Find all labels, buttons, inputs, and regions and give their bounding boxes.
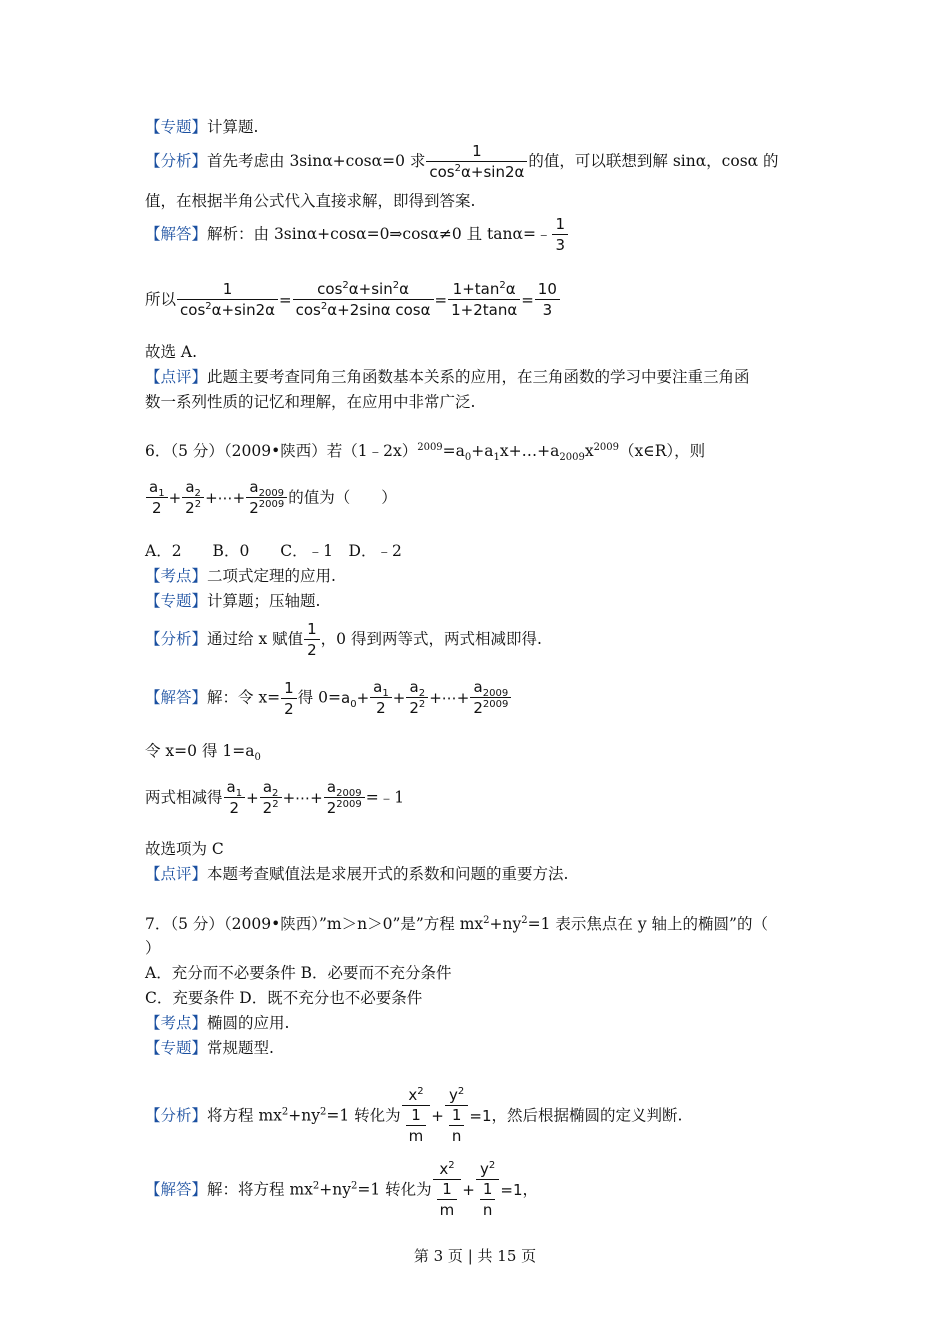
q5-guxuan: 故选 A.: [145, 343, 198, 361]
stem-text: 的值为（ ）: [288, 488, 397, 507]
q7-jieda: 【解答】解：将方程 $mx^2+ny^2=1$ 转化为 $\frac{x^2}{\frac{1}{m}}$ + $\frac{y^2}{\frac{1}{n}}$ =1，: [145, 1160, 539, 1219]
q6-liangshi: [145, 778, 404, 818]
section-tag: 【分析】: [145, 630, 208, 648]
q7-options-ab: A．充分而不必要条件 B．必要而不充分条件: [145, 964, 452, 982]
q7-stem-line2: ）: [145, 939, 161, 957]
section-text: 两式相减得: [145, 788, 223, 807]
stem-text: 7．（5 分）（2009•陕西）”m＞n＞0”是”方程 mx: [145, 915, 484, 933]
section-text: 得 0=: [297, 688, 341, 707]
section-text: 令 x=0 得 1=a: [145, 742, 255, 760]
section-tag: 【分析】: [145, 1106, 208, 1125]
equation: $\frac{x^2}{\frac{1}{m}}$ + $\frac{y^2}{\frac{1}{n}}$ =1: [432, 1181, 523, 1199]
q5-zhuanti: [145, 116, 258, 138]
q5-jieda: [145, 215, 569, 255]
section-tag: 【考点】: [145, 567, 208, 585]
q7-zhuanti: [145, 1037, 274, 1059]
section-tag: 【解答】: [145, 688, 208, 707]
stem-text: （x∈R），则: [619, 442, 706, 460]
q7-kaodian: [145, 1012, 289, 1034]
section-text: 首先考虑由 3sinα+cosα=0 求: [207, 152, 426, 170]
section-text: ，0 得到两等式，两式相减即得.: [320, 630, 542, 648]
section-tag: 【专题】: [145, 592, 208, 610]
page-footer: 第 3 页 | 共 15 页: [413, 1247, 537, 1265]
section-text: =1 转化为: [357, 1180, 432, 1199]
stem-text: +ny: [489, 915, 522, 933]
q6-zhuanti: [145, 590, 320, 612]
section-tag: 【分析】: [145, 152, 208, 170]
section-text: =1 转化为: [326, 1106, 401, 1125]
q7-stem: 7．（5 分）（2009•陕西）”m＞n＞0”是”方程 $mx^2+ny^2=1$ 表示焦点在 y 轴上的椭圆”的（: [145, 914, 768, 933]
section-tag: 【解答】: [145, 1180, 208, 1199]
section-text: 的值，可以联想到解 sinα，cosα 的: [528, 152, 779, 170]
q7-options-cd: C．充要条件 D．既不充分也不必要条件: [145, 989, 423, 1007]
section-text: 常规题型.: [207, 1039, 274, 1057]
section-text: ，然后根据椭圆的定义判断.: [491, 1106, 683, 1125]
q5-suoyi: [145, 280, 561, 320]
section-text: +ny: [288, 1106, 320, 1125]
section-text: 椭圆的应用.: [207, 1014, 290, 1032]
section-text: 所以: [145, 290, 177, 309]
q6-kaodian: [145, 565, 336, 587]
q6-options: A．2 B．0 C．﹣1 D．﹣2: [145, 542, 402, 560]
section-text: 解析：由 3sinα+cosα=0⇒cosα≠0 且 tanα=﹣: [207, 225, 552, 243]
section-text: 本题考查赋值法是求展开式的系数和问题的重要方法.: [207, 865, 569, 883]
q6-ling0: 令 x=0 得 $1=a_0$: [145, 742, 261, 764]
fraction: $\frac{1}{2}$: [281, 679, 297, 719]
section-tag: 【专题】: [145, 1039, 208, 1057]
section-text: 将方程 mx: [207, 1106, 282, 1125]
section-tag: 【专题】: [145, 118, 208, 136]
section-text: 解：将方程 mx: [207, 1180, 313, 1199]
q6-jieda: [145, 678, 512, 719]
section-text: 计算题.: [207, 118, 259, 136]
equation: $a_0+$ $\frac{a_1}{2}$ + $\frac{a_2}{2^2}$ +⋯+ $\frac{a_{2009}}{2^{2009}}$: [341, 689, 512, 707]
equation: $\frac{a_1}{2}$ + $\frac{a_2}{2^2}$ +⋯+ $\frac{a_{2009}}{2^{2009}}$: [145, 489, 288, 507]
section-text: 通过给 x 赋值: [207, 630, 304, 648]
section-text: 二项式定理的应用.: [207, 567, 336, 585]
q6-fenxi: [145, 620, 542, 660]
q5-fenxi-line2: 值，在根据半角公式代入直接求解，即得到答案.: [145, 192, 476, 210]
equation: $\frac{a_1}{2}$ + $\frac{a_2}{2^2}$ +⋯+ $\frac{a_{2009}}{2^{2009}}$: [223, 789, 366, 807]
fraction: $\frac{1}{3}$: [552, 215, 568, 255]
equation: $\frac{x^2}{\frac{1}{m}}$ + $\frac{y^2}{\frac{1}{n}}$ =1: [401, 1107, 492, 1125]
q6-dianping: [145, 863, 568, 885]
equation: $\frac{1}{\cos^2\alpha+\sin 2\alpha}$ = $\frac{\cos^2\alpha+\sin^2\alpha}{\cos^2\alpha+2\sin\alpha \cos\alpha}$ = $\frac{1+\tan^2\alpha}{1+2\tan\alpha}$ = $\frac{10}{3}$: [176, 291, 561, 309]
q6-guxuanxiang: 故选项为 C: [145, 840, 224, 858]
section-tag: 【点评】: [145, 865, 208, 883]
section-text: 计算题；压轴题.: [207, 592, 321, 610]
q6-stem: 6．（5 分）（2009•陕西）若$(1﹣2x)^{2009}=a_0+a_1x+\dots+a_{2009}x^{2009}(x\in R)$，则: [145, 441, 706, 464]
section-text: 此题主要考查同角三角函数基本关系的应用，在三角函数的学习中要注重三角函: [207, 368, 750, 386]
fraction: $\frac{1}{\cos^2\alpha+\sin 2\alpha}$: [426, 142, 527, 182]
q5-fenxi: [145, 142, 779, 182]
section-tag: 【解答】: [145, 225, 208, 243]
q5-dianping: [145, 366, 750, 388]
fraction: $\frac{1}{2}$: [304, 620, 320, 660]
section-text: ，: [522, 1180, 539, 1199]
q7-fenxi: 【分析】将方程 $mx^2+ny^2=1$ 转化为 $\frac{x^2}{\frac{1}{m}}$ + $\frac{y^2}{\frac{1}{n}}$ =1，然后根据椭圆的定义判断.: [145, 1086, 683, 1145]
stem-text: =1 表示焦点在 y 轴上的椭圆”的（: [527, 915, 768, 933]
section-tag: 【考点】: [145, 1014, 208, 1032]
section-text: 解：令 x=: [207, 688, 281, 707]
section-text: =﹣1: [365, 788, 405, 807]
q6-expression: [145, 478, 397, 518]
stem-text: 6．（5 分）（2009•陕西）若（1﹣2x）: [145, 442, 418, 460]
section-tag: 【点评】: [145, 368, 208, 386]
section-text: +ny: [319, 1180, 351, 1199]
q5-dianping-line2: 数一系列性质的记忆和理解，在应用中非常广泛.: [145, 393, 476, 411]
